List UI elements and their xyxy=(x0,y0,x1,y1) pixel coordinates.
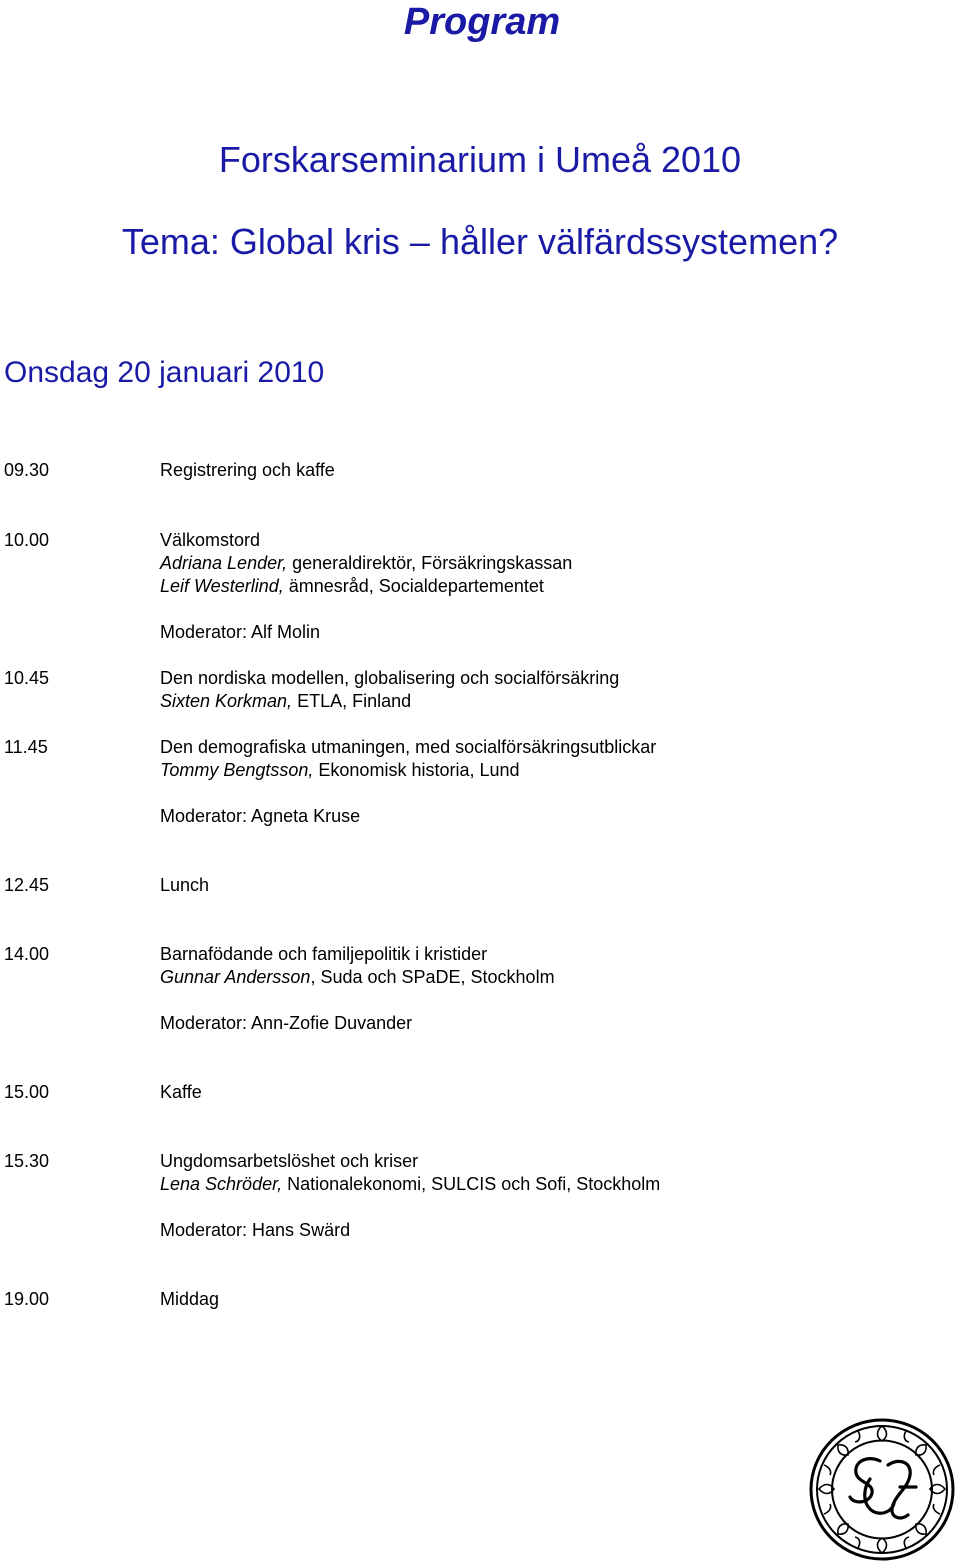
theme-title: Tema: Global kris – håller välfärdssystemen? xyxy=(121,221,839,262)
speaker-affiliation: Nationalekonomi, SULCIS och Sofi, Stockholm xyxy=(282,1174,661,1194)
session-time: 12.45 xyxy=(4,875,50,895)
session-details xyxy=(160,736,950,828)
speaker-name: Adriana Lender, xyxy=(160,553,288,573)
moderator: Moderator: Agneta Kruse xyxy=(160,806,361,826)
moderator: Moderator: Alf Molin xyxy=(160,622,321,642)
speaker-affiliation: generaldirektör, Försäkringskassan xyxy=(287,553,573,573)
session-details xyxy=(160,1081,950,1104)
speaker-affiliation: ETLA, Finland xyxy=(292,691,412,711)
session-time: 09.30 xyxy=(4,460,50,480)
moderator: Moderator: Ann-Zofie Duvander xyxy=(160,1013,413,1033)
session-time: 19.00 xyxy=(4,1289,50,1309)
day-heading: Onsdag 20 januari 2010 xyxy=(4,356,325,389)
session-details xyxy=(160,667,950,713)
session-title: Ungdomsarbetslöshet och kriser xyxy=(160,1151,419,1171)
speaker-line xyxy=(160,575,950,598)
session-title: Registrering och kaffe xyxy=(160,460,335,480)
speaker-name: Sixten Korkman, xyxy=(160,691,293,711)
session-title: Den nordiska modellen, globalisering och socialförsäkring xyxy=(160,668,620,688)
speaker-affiliation: , Suda och SPaDE, Stockholm xyxy=(310,967,555,987)
session-time: 10.00 xyxy=(4,530,50,550)
session-title: Middag xyxy=(160,1289,220,1309)
session-time: 14.00 xyxy=(4,944,50,964)
session-details xyxy=(160,459,950,482)
session-title: Välkomstord xyxy=(160,530,261,550)
session-title: Barnafödande och familjepolitik i kristider xyxy=(160,944,488,964)
session-title: Lunch xyxy=(160,875,210,895)
session-time: 15.30 xyxy=(4,1151,50,1171)
speaker-name: Gunnar Andersson xyxy=(160,967,311,987)
session-title: Den demografiska utmaningen, med socialförsäkringsutblickar xyxy=(160,737,657,757)
speaker-name: Lena Schröder, xyxy=(160,1174,283,1194)
speaker-name: Tommy Bengtsson, xyxy=(160,760,314,780)
seminar-title: Forskarseminarium i Umeå 2010 xyxy=(218,139,742,180)
moderator: Moderator: Hans Swärd xyxy=(160,1220,351,1240)
program-title: Program xyxy=(403,1,561,43)
speaker-line xyxy=(160,966,950,989)
speaker-affiliation: Ekonomisk historia, Lund xyxy=(313,760,520,780)
speaker-line xyxy=(160,690,950,713)
session-time: 11.45 xyxy=(4,737,48,757)
session-time: 10.45 xyxy=(4,668,50,688)
session-details xyxy=(160,874,950,897)
session-details xyxy=(160,529,950,644)
speaker-affiliation: ämnesråd, Socialdepartementet xyxy=(283,576,544,596)
speaker-name: Leif Westerlind, xyxy=(160,576,284,596)
session-title: Kaffe xyxy=(160,1082,202,1102)
speaker-line xyxy=(160,552,950,575)
session-details xyxy=(160,1288,950,1311)
session-details xyxy=(160,1150,950,1242)
speaker-line xyxy=(160,1173,950,1196)
organization-seal-icon xyxy=(808,1417,956,1562)
session-details xyxy=(160,943,950,1035)
session-time: 15.00 xyxy=(4,1082,50,1102)
speaker-line xyxy=(160,759,950,782)
